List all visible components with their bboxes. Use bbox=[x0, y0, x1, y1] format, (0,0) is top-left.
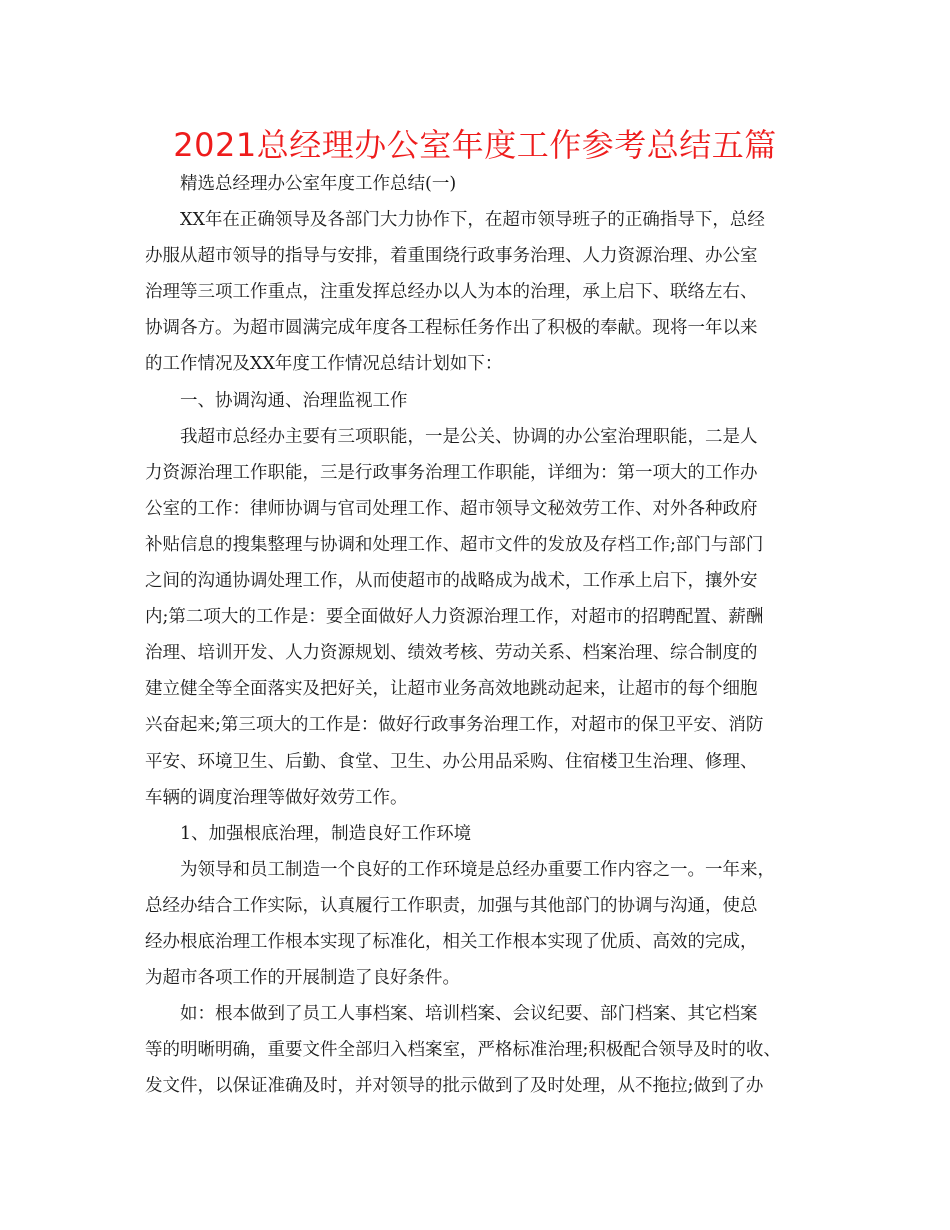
section-heading: 1、加强根底治理，制造良好工作环境 bbox=[180, 823, 472, 844]
paragraph-line: 经办根底治理工作根本实现了标准化，相关工作根本实现了优质、高效的完成， bbox=[145, 931, 758, 952]
paragraph-line: 兴奋起来;第三项大的工作是：做好行政事务治理工作，对超市的保卫平安、消防 bbox=[145, 715, 764, 736]
paragraph-line: 我超市总经办主要有三项职能，一是公关、协调的办公室治理职能，二是人 bbox=[180, 426, 758, 447]
document-title: 2021总经理办公室年度工作参考总结五篇 bbox=[173, 126, 777, 164]
paragraph-line: 如：根本做到了员工人事档案、培训档案、会议纪要、部门档案、其它档案 bbox=[180, 1004, 758, 1025]
paragraph-line: 补贴信息的搜集整理与协调和处理工作、超市文件的发放及存档工作;部门与部门 bbox=[145, 534, 764, 555]
section-heading: 精选总经理办公室年度工作总结(一) bbox=[180, 174, 457, 194]
paragraph-line: 公室的工作：律师协调与官司处理工作、超市领导文秘效劳工作、对外各种政府 bbox=[145, 498, 758, 519]
paragraph-line: 等的明晰明确，重要文件全部归入档案室，严格标准治理;积极配合领导及时的收、 bbox=[145, 1040, 781, 1061]
paragraph-line: 治理、培训开发、人力资源规划、绩效考核、劳动关系、档案治理、综合制度的 bbox=[145, 643, 758, 664]
paragraph-line: 的工作情况及XX年度工作情况总结计划如下： bbox=[145, 354, 503, 375]
paragraph-line: 治理等三项工作重点，注重发挥总经办以人为本的治理，承上启下、联络左右、 bbox=[145, 282, 758, 303]
paragraph-line: 为领导和员工制造一个良好的工作环境是总经办重要工作内容之一。一年来， bbox=[180, 859, 775, 880]
paragraph-line: 协调各方。为超市圆满完成年度各工程标任务作出了积极的奉献。现将一年以来 bbox=[145, 318, 758, 339]
paragraph-line: 平安、环境卫生、后勤、食堂、卫生、办公用品采购、住宿楼卫生治理、修理、 bbox=[145, 751, 758, 772]
paragraph-line: 办服从超市领导的指导与安排，着重围绕行政事务治理、人力资源治理、办公室 bbox=[145, 246, 758, 267]
paragraph-line: 发文件，以保证准确及时，并对领导的批示做到了及时处理，从不拖拉;做到了办 bbox=[145, 1076, 764, 1097]
paragraph-line: XX年在正确领导及各部门大力协作下，在超市领导班子的正确指导下，总经 bbox=[180, 210, 765, 231]
paragraph-line: 车辆的调度治理等做好效劳工作。 bbox=[145, 787, 408, 808]
document-body bbox=[145, 166, 813, 1104]
section-heading: 一、协调沟通、治理监视工作 bbox=[180, 390, 408, 411]
paragraph-line: 总经办结合工作实际，认真履行工作职责，加强与其他部门的协调与沟通，使总 bbox=[145, 895, 758, 916]
paragraph-line: 建立健全等全面落实及把好关，让超市业务高效地跳动起来，让超市的每个细胞 bbox=[145, 679, 758, 700]
paragraph-line: 之间的沟通协调处理工作，从而使超市的战略成为战术，工作承上启下，攘外安 bbox=[145, 571, 758, 592]
paragraph-line: 为超市各项工作的开展制造了良好条件。 bbox=[145, 968, 460, 989]
paragraph-line: 力资源治理工作职能，三是行政事务治理工作职能，详细为：第一项大的工作办 bbox=[145, 462, 758, 483]
paragraph-line: 内;第二项大的工作是：要全面做好人力资源治理工作，对超市的招聘配置、薪酬 bbox=[145, 607, 764, 628]
